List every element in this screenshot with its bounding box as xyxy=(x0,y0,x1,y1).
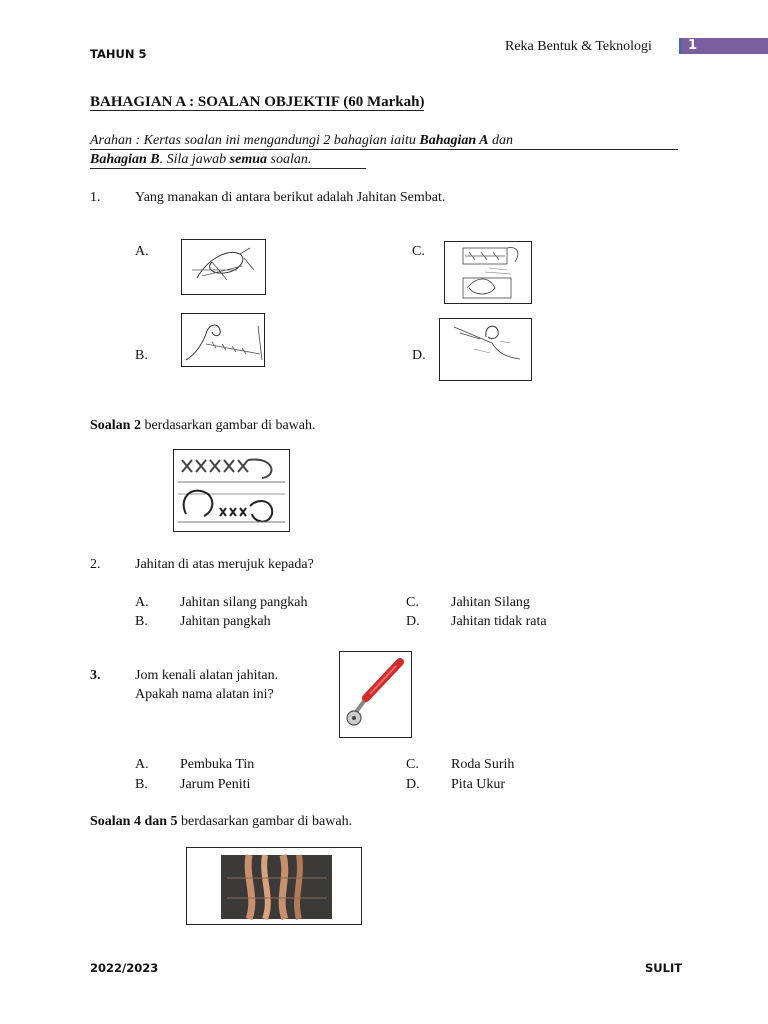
q45-image xyxy=(186,847,362,925)
q2-option-c-letter: C. xyxy=(406,595,419,610)
subject-title: Reka Bentuk & Teknologi xyxy=(505,39,652,54)
q1-option-d-label: D. xyxy=(412,348,426,363)
q2-intro: Soalan 2 berdasarkan gambar di bawah. xyxy=(90,418,316,433)
instruction-line-1: Arahan : Kertas soalan ini mengandungi 2 bahagian iaitu Bahagian A dan xyxy=(90,133,678,150)
q1-option-d-image xyxy=(439,318,532,381)
q1-option-a-label: A. xyxy=(135,244,149,259)
footer-status: SULIT xyxy=(645,961,683,975)
q2-option-d-letter: D. xyxy=(406,614,420,629)
q1-number: 1. xyxy=(90,190,101,205)
q3-option-c-text: Roda Surih xyxy=(451,757,515,772)
stitch-sketch-a xyxy=(182,240,265,294)
footer-year: 2022/2023 xyxy=(90,961,159,975)
q2-option-d-text: Jahitan tidak rata xyxy=(451,614,547,629)
q2-text: Jahitan di atas merujuk kepada? xyxy=(135,557,314,572)
tracing-wheel-icon xyxy=(340,652,411,737)
q3-line1: Jom kenali alatan jahitan. xyxy=(135,668,279,683)
page-number: 1 xyxy=(679,38,768,54)
q2-option-a-text: Jahitan silang pangkah xyxy=(180,595,308,610)
q1-option-c-image xyxy=(444,241,532,304)
q2-option-c-text: Jahitan Silang xyxy=(451,595,530,610)
q3-tool-image xyxy=(339,651,412,738)
q3-option-d-text: Pita Ukur xyxy=(451,777,506,792)
cross-stitch-diagram xyxy=(174,450,289,531)
class-label: TAHUN 5 xyxy=(90,47,147,61)
q1-text: Yang manakan di antara berikut adalah Jahitan Sembat. xyxy=(135,190,446,205)
q2-option-b-letter: B. xyxy=(135,614,148,629)
stitch-sketch-d xyxy=(440,319,531,380)
q3-option-c-letter: C. xyxy=(406,757,419,772)
q2-option-b-text: Jahitan pangkah xyxy=(180,614,271,629)
q3-option-a-letter: A. xyxy=(135,757,149,772)
q3-option-b-text: Jarum Peniti xyxy=(180,777,251,792)
q1-option-c-label: C. xyxy=(412,244,425,259)
q3-option-b-letter: B. xyxy=(135,777,148,792)
q45-intro: Soalan 4 dan 5 berdasarkan gambar di bawah. xyxy=(90,814,353,829)
section-title: BAHAGIAN A : SOALAN OBJEKTIF (60 Markah) xyxy=(90,94,425,110)
q2-number: 2. xyxy=(90,557,101,572)
q1-option-b-label: B. xyxy=(135,348,148,363)
q2-option-a-letter: A. xyxy=(135,595,149,610)
instruction-line-2: Bahagian B. Sila jawab semua soalan. xyxy=(90,152,366,169)
stitch-sketch-b xyxy=(182,314,264,366)
q3-option-d-letter: D. xyxy=(406,777,420,792)
stitch-sketch-c xyxy=(445,242,531,303)
q3-option-a-text: Pembuka Tin xyxy=(180,757,255,772)
q3-line2: Apakah nama alatan ini? xyxy=(135,687,274,702)
q2-stitch-image xyxy=(173,449,290,532)
q3-number: 3. xyxy=(90,668,101,683)
q1-option-b-image xyxy=(181,313,265,367)
q1-option-a-image xyxy=(181,239,266,295)
fabric-stitch-photo xyxy=(187,848,361,924)
